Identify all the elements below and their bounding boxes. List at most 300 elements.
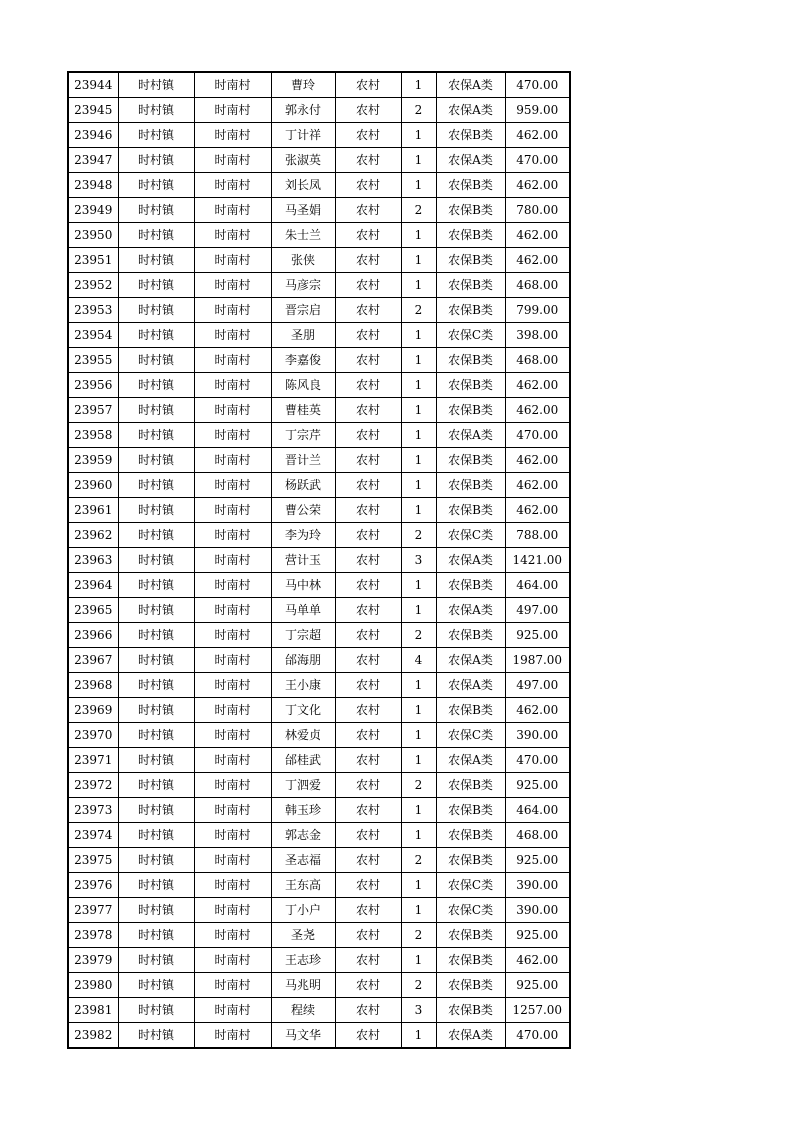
town-cell: 时村镇 — [118, 473, 194, 498]
household-count-cell: 1 — [401, 898, 436, 923]
insurance-class-cell: 农保B类 — [436, 998, 505, 1023]
town-cell: 时村镇 — [118, 548, 194, 573]
person-name-cell: 王东高 — [271, 873, 335, 898]
village-cell: 时南村 — [194, 773, 271, 798]
town-cell: 时村镇 — [118, 298, 194, 323]
residence-type-cell: 农村 — [335, 523, 401, 548]
town-cell: 时村镇 — [118, 973, 194, 998]
record-id-cell: 23963 — [68, 548, 118, 573]
amount-cell: 462.00 — [505, 473, 570, 498]
residence-type-cell: 农村 — [335, 623, 401, 648]
insurance-class-cell: 农保A类 — [436, 148, 505, 173]
insurance-class-cell: 农保B类 — [436, 948, 505, 973]
amount-cell: 390.00 — [505, 898, 570, 923]
amount-cell: 780.00 — [505, 198, 570, 223]
residence-type-cell: 农村 — [335, 698, 401, 723]
person-name-cell: 杨跃武 — [271, 473, 335, 498]
household-count-cell: 1 — [401, 173, 436, 198]
household-count-cell: 1 — [401, 323, 436, 348]
residence-type-cell: 农村 — [335, 673, 401, 698]
table-row — [68, 398, 570, 423]
residence-type-cell: 农村 — [335, 748, 401, 773]
insurance-class-cell: 农保B类 — [436, 348, 505, 373]
residence-type-cell: 农村 — [335, 148, 401, 173]
amount-cell: 390.00 — [505, 723, 570, 748]
town-cell: 时村镇 — [118, 923, 194, 948]
amount-cell: 470.00 — [505, 423, 570, 448]
household-count-cell: 2 — [401, 298, 436, 323]
household-count-cell: 1 — [401, 373, 436, 398]
person-name-cell: 丁文化 — [271, 698, 335, 723]
amount-cell: 462.00 — [505, 698, 570, 723]
person-name-cell: 刘长凤 — [271, 173, 335, 198]
table-row — [68, 123, 570, 148]
town-cell: 时村镇 — [118, 423, 194, 448]
table-row — [68, 473, 570, 498]
insurance-class-cell: 农保C类 — [436, 523, 505, 548]
household-count-cell: 4 — [401, 648, 436, 673]
record-id-cell: 23956 — [68, 373, 118, 398]
amount-cell: 464.00 — [505, 798, 570, 823]
town-cell: 时村镇 — [118, 198, 194, 223]
person-name-cell: 圣朋 — [271, 323, 335, 348]
table-row — [68, 373, 570, 398]
insurance-class-cell: 农保A类 — [436, 423, 505, 448]
table-row — [68, 523, 570, 548]
village-cell: 时南村 — [194, 72, 271, 98]
residence-type-cell: 农村 — [335, 72, 401, 98]
person-name-cell: 李为玲 — [271, 523, 335, 548]
town-cell: 时村镇 — [118, 723, 194, 748]
amount-cell: 959.00 — [505, 98, 570, 123]
village-cell: 时南村 — [194, 923, 271, 948]
town-cell: 时村镇 — [118, 398, 194, 423]
amount-cell: 470.00 — [505, 72, 570, 98]
residence-type-cell: 农村 — [335, 373, 401, 398]
table-row — [68, 798, 570, 823]
record-id-cell: 23964 — [68, 573, 118, 598]
household-count-cell: 2 — [401, 623, 436, 648]
person-name-cell: 朱士兰 — [271, 223, 335, 248]
village-cell: 时南村 — [194, 623, 271, 648]
amount-cell: 390.00 — [505, 873, 570, 898]
residence-type-cell: 农村 — [335, 273, 401, 298]
amount-cell: 1421.00 — [505, 548, 570, 573]
residence-type-cell: 农村 — [335, 173, 401, 198]
person-name-cell: 营计玉 — [271, 548, 335, 573]
amount-cell: 468.00 — [505, 273, 570, 298]
table-row — [68, 273, 570, 298]
residence-type-cell: 农村 — [335, 473, 401, 498]
village-cell: 时南村 — [194, 148, 271, 173]
insurance-class-cell: 农保B类 — [436, 248, 505, 273]
insurance-class-cell: 农保A类 — [436, 648, 505, 673]
town-cell: 时村镇 — [118, 598, 194, 623]
household-count-cell: 3 — [401, 998, 436, 1023]
table-row — [68, 848, 570, 873]
record-id-cell: 23952 — [68, 273, 118, 298]
record-id-cell: 23972 — [68, 773, 118, 798]
household-count-cell: 1 — [401, 498, 436, 523]
person-name-cell: 曹桂英 — [271, 398, 335, 423]
town-cell: 时村镇 — [118, 948, 194, 973]
table-row — [68, 648, 570, 673]
insurance-class-cell: 农保A类 — [436, 598, 505, 623]
insurance-class-cell: 农保C类 — [436, 723, 505, 748]
town-cell: 时村镇 — [118, 248, 194, 273]
record-id-cell: 23955 — [68, 348, 118, 373]
household-count-cell: 1 — [401, 123, 436, 148]
village-cell: 时南村 — [194, 848, 271, 873]
household-count-cell: 1 — [401, 798, 436, 823]
village-cell: 时南村 — [194, 698, 271, 723]
residence-type-cell: 农村 — [335, 923, 401, 948]
record-id-cell: 23957 — [68, 398, 118, 423]
record-id-cell: 23949 — [68, 198, 118, 223]
village-cell: 时南村 — [194, 823, 271, 848]
record-id-cell: 23959 — [68, 448, 118, 473]
amount-cell: 462.00 — [505, 173, 570, 198]
record-id-cell: 23958 — [68, 423, 118, 448]
amount-cell: 799.00 — [505, 298, 570, 323]
household-count-cell: 2 — [401, 848, 436, 873]
village-cell: 时南村 — [194, 423, 271, 448]
town-cell: 时村镇 — [118, 373, 194, 398]
record-id-cell: 23975 — [68, 848, 118, 873]
town-cell: 时村镇 — [118, 348, 194, 373]
person-name-cell: 马兆明 — [271, 973, 335, 998]
person-name-cell: 马彦宗 — [271, 273, 335, 298]
table-row — [68, 923, 570, 948]
person-name-cell: 丁计祥 — [271, 123, 335, 148]
town-cell: 时村镇 — [118, 323, 194, 348]
insurance-class-cell: 农保B类 — [436, 448, 505, 473]
insurance-class-cell: 农保B类 — [436, 373, 505, 398]
town-cell: 时村镇 — [118, 223, 194, 248]
amount-cell: 468.00 — [505, 348, 570, 373]
insurance-class-cell: 农保A类 — [436, 1023, 505, 1049]
household-count-cell: 1 — [401, 473, 436, 498]
household-count-cell: 1 — [401, 398, 436, 423]
town-cell: 时村镇 — [118, 873, 194, 898]
person-name-cell: 晋计兰 — [271, 448, 335, 473]
amount-cell: 398.00 — [505, 323, 570, 348]
amount-cell: 462.00 — [505, 398, 570, 423]
table-row — [68, 623, 570, 648]
town-cell: 时村镇 — [118, 273, 194, 298]
record-id-cell: 23971 — [68, 748, 118, 773]
insurance-class-cell: 农保B类 — [436, 698, 505, 723]
record-id-cell: 23945 — [68, 98, 118, 123]
residence-type-cell: 农村 — [335, 573, 401, 598]
residence-type-cell: 农村 — [335, 723, 401, 748]
person-name-cell: 丁宗超 — [271, 623, 335, 648]
household-count-cell: 2 — [401, 98, 436, 123]
table-row — [68, 223, 570, 248]
table-row — [68, 573, 570, 598]
village-cell: 时南村 — [194, 473, 271, 498]
insurance-class-cell: 农保B类 — [436, 273, 505, 298]
residence-type-cell: 农村 — [335, 498, 401, 523]
town-cell: 时村镇 — [118, 98, 194, 123]
amount-cell: 925.00 — [505, 848, 570, 873]
household-count-cell: 3 — [401, 548, 436, 573]
amount-cell: 462.00 — [505, 123, 570, 148]
table-row — [68, 423, 570, 448]
person-name-cell: 马圣娟 — [271, 198, 335, 223]
household-count-cell: 1 — [401, 72, 436, 98]
table-row — [68, 948, 570, 973]
household-count-cell: 2 — [401, 973, 436, 998]
person-name-cell: 李嘉俊 — [271, 348, 335, 373]
table-row — [68, 72, 570, 98]
town-cell: 时村镇 — [118, 673, 194, 698]
village-cell: 时南村 — [194, 873, 271, 898]
person-name-cell: 张侠 — [271, 248, 335, 273]
record-id-cell: 23947 — [68, 148, 118, 173]
village-cell: 时南村 — [194, 98, 271, 123]
insurance-class-cell: 农保C类 — [436, 898, 505, 923]
village-cell: 时南村 — [194, 973, 271, 998]
person-name-cell: 郭永付 — [271, 98, 335, 123]
insurance-class-cell: 农保B类 — [436, 823, 505, 848]
table-row — [68, 773, 570, 798]
amount-cell: 462.00 — [505, 498, 570, 523]
residence-type-cell: 农村 — [335, 823, 401, 848]
village-cell: 时南村 — [194, 273, 271, 298]
residence-type-cell: 农村 — [335, 323, 401, 348]
person-name-cell: 丁小户 — [271, 898, 335, 923]
residence-type-cell: 农村 — [335, 648, 401, 673]
person-name-cell: 程续 — [271, 998, 335, 1023]
amount-cell: 470.00 — [505, 748, 570, 773]
amount-cell: 925.00 — [505, 773, 570, 798]
residence-type-cell: 农村 — [335, 848, 401, 873]
record-id-cell: 23977 — [68, 898, 118, 923]
table-row — [68, 898, 570, 923]
village-cell: 时南村 — [194, 998, 271, 1023]
residence-type-cell: 农村 — [335, 773, 401, 798]
residence-type-cell: 农村 — [335, 298, 401, 323]
person-name-cell: 马单单 — [271, 598, 335, 623]
record-id-cell: 23981 — [68, 998, 118, 1023]
village-cell: 时南村 — [194, 123, 271, 148]
amount-cell: 462.00 — [505, 223, 570, 248]
household-count-cell: 1 — [401, 423, 436, 448]
table-row — [68, 598, 570, 623]
person-name-cell: 邰桂武 — [271, 748, 335, 773]
residence-type-cell: 农村 — [335, 873, 401, 898]
person-name-cell: 曹公荣 — [271, 498, 335, 523]
village-cell: 时南村 — [194, 223, 271, 248]
record-id-cell: 23951 — [68, 248, 118, 273]
village-cell: 时南村 — [194, 523, 271, 548]
amount-cell: 470.00 — [505, 1023, 570, 1049]
person-name-cell: 晋宗启 — [271, 298, 335, 323]
insurance-class-cell: 农保A类 — [436, 72, 505, 98]
residence-type-cell: 农村 — [335, 598, 401, 623]
insurance-class-cell: 农保B类 — [436, 398, 505, 423]
village-cell: 时南村 — [194, 448, 271, 473]
household-count-cell: 1 — [401, 248, 436, 273]
table-row — [68, 498, 570, 523]
insurance-class-cell: 农保C类 — [436, 873, 505, 898]
person-name-cell: 马文华 — [271, 1023, 335, 1049]
household-count-cell: 1 — [401, 723, 436, 748]
record-id-cell: 23965 — [68, 598, 118, 623]
insurance-class-cell: 农保B类 — [436, 123, 505, 148]
village-cell: 时南村 — [194, 348, 271, 373]
table-row — [68, 98, 570, 123]
household-count-cell: 1 — [401, 148, 436, 173]
record-id-cell: 23966 — [68, 623, 118, 648]
record-id-cell: 23954 — [68, 323, 118, 348]
table-row — [68, 723, 570, 748]
town-cell: 时村镇 — [118, 998, 194, 1023]
record-id-cell: 23967 — [68, 648, 118, 673]
town-cell: 时村镇 — [118, 748, 194, 773]
amount-cell: 462.00 — [505, 373, 570, 398]
residence-type-cell: 农村 — [335, 448, 401, 473]
table-row — [68, 448, 570, 473]
record-id-cell: 23960 — [68, 473, 118, 498]
town-cell: 时村镇 — [118, 173, 194, 198]
village-cell: 时南村 — [194, 573, 271, 598]
household-count-cell: 1 — [401, 223, 436, 248]
amount-cell: 497.00 — [505, 598, 570, 623]
record-id-cell: 23950 — [68, 223, 118, 248]
town-cell: 时村镇 — [118, 773, 194, 798]
record-id-cell: 23974 — [68, 823, 118, 848]
amount-cell: 462.00 — [505, 948, 570, 973]
record-id-cell: 23978 — [68, 923, 118, 948]
person-name-cell: 陈风良 — [271, 373, 335, 398]
residence-type-cell: 农村 — [335, 898, 401, 923]
household-count-cell: 1 — [401, 598, 436, 623]
person-name-cell: 圣志福 — [271, 848, 335, 873]
insurance-class-cell: 农保B类 — [436, 223, 505, 248]
record-id-cell: 23969 — [68, 698, 118, 723]
village-cell: 时南村 — [194, 173, 271, 198]
residence-type-cell: 农村 — [335, 348, 401, 373]
town-cell: 时村镇 — [118, 498, 194, 523]
amount-cell: 468.00 — [505, 823, 570, 848]
record-id-cell: 23946 — [68, 123, 118, 148]
record-id-cell: 23961 — [68, 498, 118, 523]
person-name-cell: 林爱贞 — [271, 723, 335, 748]
table-row — [68, 548, 570, 573]
residence-type-cell: 农村 — [335, 223, 401, 248]
residence-type-cell: 农村 — [335, 973, 401, 998]
record-id-cell: 23979 — [68, 948, 118, 973]
household-count-cell: 1 — [401, 948, 436, 973]
record-id-cell: 23962 — [68, 523, 118, 548]
amount-cell: 462.00 — [505, 448, 570, 473]
table-row — [68, 973, 570, 998]
village-cell: 时南村 — [194, 723, 271, 748]
village-cell: 时南村 — [194, 598, 271, 623]
village-cell: 时南村 — [194, 298, 271, 323]
household-count-cell: 1 — [401, 698, 436, 723]
table-body — [68, 72, 570, 1048]
insurance-class-cell: 农保B类 — [436, 848, 505, 873]
table-row — [68, 873, 570, 898]
village-cell: 时南村 — [194, 948, 271, 973]
town-cell: 时村镇 — [118, 623, 194, 648]
insurance-class-cell: 农保B类 — [436, 198, 505, 223]
household-count-cell: 2 — [401, 773, 436, 798]
insurance-class-cell: 农保C类 — [436, 323, 505, 348]
town-cell: 时村镇 — [118, 698, 194, 723]
person-name-cell: 王小康 — [271, 673, 335, 698]
residence-type-cell: 农村 — [335, 948, 401, 973]
household-count-cell: 1 — [401, 748, 436, 773]
table-row — [68, 298, 570, 323]
insurance-class-cell: 农保B类 — [436, 298, 505, 323]
amount-cell: 464.00 — [505, 573, 570, 598]
residence-type-cell: 农村 — [335, 248, 401, 273]
village-cell: 时南村 — [194, 248, 271, 273]
record-id-cell: 23976 — [68, 873, 118, 898]
record-id-cell: 23980 — [68, 973, 118, 998]
person-name-cell: 韩玉珍 — [271, 798, 335, 823]
person-name-cell: 曹玲 — [271, 72, 335, 98]
village-cell: 时南村 — [194, 198, 271, 223]
town-cell: 时村镇 — [118, 72, 194, 98]
household-count-cell: 1 — [401, 273, 436, 298]
record-id-cell: 23948 — [68, 173, 118, 198]
person-name-cell: 张淑英 — [271, 148, 335, 173]
village-cell: 时南村 — [194, 673, 271, 698]
amount-cell: 470.00 — [505, 148, 570, 173]
amount-cell: 462.00 — [505, 248, 570, 273]
residence-type-cell: 农村 — [335, 1023, 401, 1049]
town-cell: 时村镇 — [118, 798, 194, 823]
town-cell: 时村镇 — [118, 1023, 194, 1049]
data-table — [67, 71, 571, 1049]
table-row — [68, 823, 570, 848]
town-cell: 时村镇 — [118, 448, 194, 473]
residence-type-cell: 农村 — [335, 123, 401, 148]
person-name-cell: 丁宗芹 — [271, 423, 335, 448]
village-cell: 时南村 — [194, 798, 271, 823]
table-row — [68, 323, 570, 348]
village-cell: 时南村 — [194, 398, 271, 423]
insurance-class-cell: 农保A类 — [436, 748, 505, 773]
table-row — [68, 748, 570, 773]
town-cell: 时村镇 — [118, 523, 194, 548]
record-id-cell: 23982 — [68, 1023, 118, 1049]
record-id-cell: 23953 — [68, 298, 118, 323]
residence-type-cell: 农村 — [335, 198, 401, 223]
town-cell: 时村镇 — [118, 123, 194, 148]
record-id-cell: 23970 — [68, 723, 118, 748]
household-count-cell: 1 — [401, 823, 436, 848]
amount-cell: 497.00 — [505, 673, 570, 698]
person-name-cell: 圣尧 — [271, 923, 335, 948]
household-count-cell: 1 — [401, 348, 436, 373]
village-cell: 时南村 — [194, 1023, 271, 1049]
town-cell: 时村镇 — [118, 648, 194, 673]
person-name-cell: 王志珍 — [271, 948, 335, 973]
town-cell: 时村镇 — [118, 848, 194, 873]
village-cell: 时南村 — [194, 648, 271, 673]
town-cell: 时村镇 — [118, 148, 194, 173]
insurance-class-cell: 农保B类 — [436, 573, 505, 598]
table-row — [68, 148, 570, 173]
table-row — [68, 248, 570, 273]
insurance-class-cell: 农保B类 — [436, 498, 505, 523]
